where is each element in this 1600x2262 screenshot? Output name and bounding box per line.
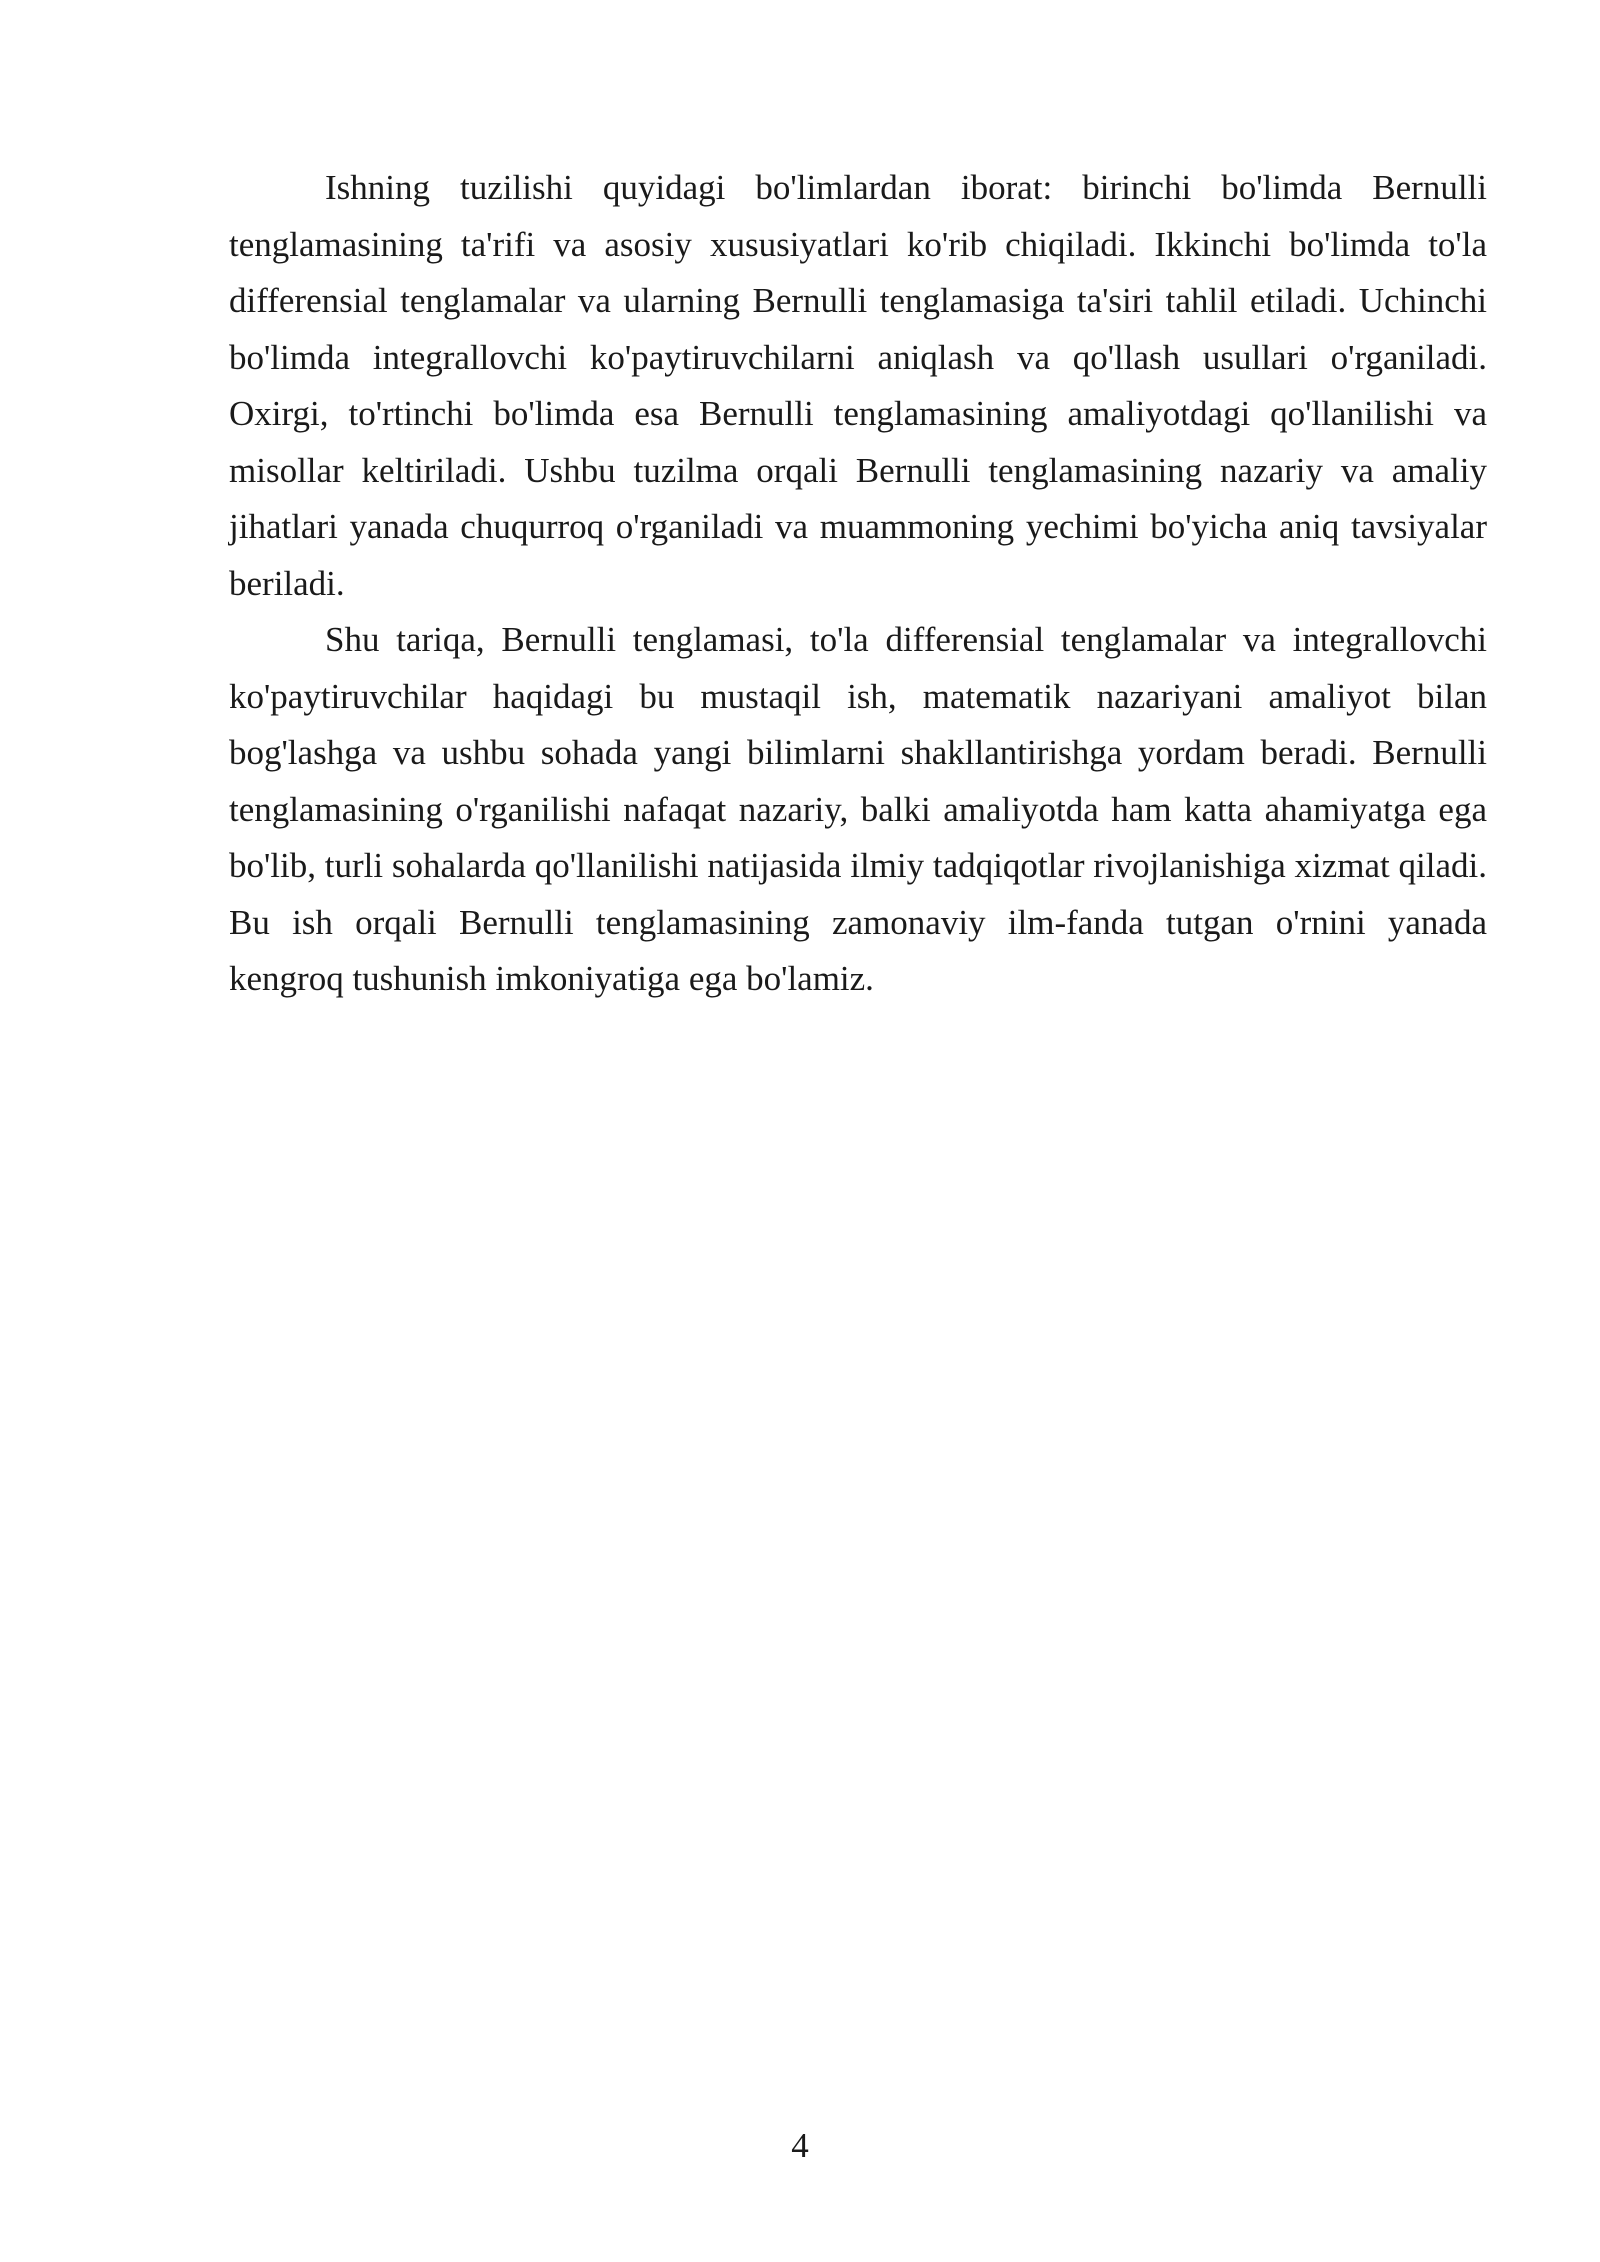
- paragraph-structure: Ishning tuzilishi quyidagi bo'limlardan iborat: birinchi bo'limda Bernulli tenglamasining ta'rifi va asosiy xususiyatlari ko'rib chiqiladi. Ikkinchi bo'limda to'la differensial tenglamalar va ularning Bernulli tenglamasiga ta'siri tahlil etiladi. Uchinchi bo'limda integrallovchi ko'paytiruvchilarni aniqlash va qo'llash usullari o'rganiladi. Oxirgi, to'rtinchi bo'limda esa Bernulli tenglamasining amaliyotdagi qo'llanilishi va misollar keltiriladi. Ushbu tuzilma orqali Bernulli tenglamasining nazariy va amaliy jihatlari yanada chuqurroq o'rganiladi va muammoning yechimi bo'yicha aniq tavsiyalar beriladi.: [229, 168, 1487, 603]
- body-text: [229, 160, 1487, 1008]
- paragraph-conclusion: Shu tariqa, Bernulli tenglamasi, to'la differensial tenglamalar va integrallovchi ko'paytiruvchilar haqidagi bu mustaqil ish, matematik nazariyani amaliyot bilan bog'lashga va ushbu sohada yangi bilimlarni shakllantirishga yordam beradi. Bernulli tenglamasining o'rganilishi nafaqat nazariy, balki amaliyotda ham katta ahamiyatga ega bo'lib, turli sohalarda qo'llanilishi natijasida ilmiy tadqiqotlar rivojlanishiga xizmat qiladi. Bu ish orqali Bernulli tenglamasining zamonaviy ilm-fanda tutgan o'rnini yanada kengroq tushunish imkoniyatiga ega bo'lamiz.: [229, 620, 1487, 998]
- page-number: 4: [791, 2126, 809, 2165]
